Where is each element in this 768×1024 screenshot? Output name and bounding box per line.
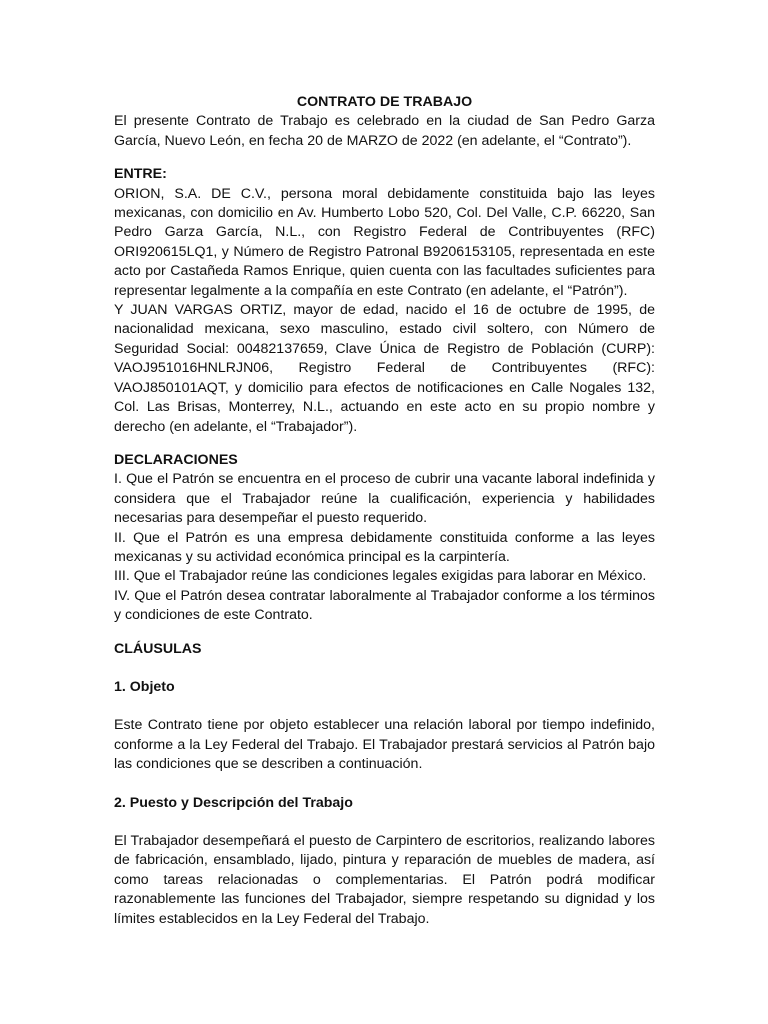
employer-paragraph: ORION, S.A. DE C.V., persona moral debidamente constituida bajo las leyes mexicanas, con domicilio en Av. Humberto Lobo 520, Col. Del Valle, C.P. 66220, San Pedro Garza García, N.L., con Registro Federal de Contribuyentes (RFC) ORI920615LQ1, y Número de Registro Patronal B9206153105, representada en este acto por Castañeda Ramos Enrique, quien cuenta con las facultades suficientes para representar legalmente a la compañía en este Contrato (en adelante, el “Patrón”). <box>114 185 655 299</box>
document-title: CONTRATO DE TRABAJO <box>296 94 473 110</box>
declaracion-item: III. Que el Trabajador reúne las condiciones legales exigidas para laborar en México. <box>114 568 647 585</box>
clause-title: 2. Puesto y Descripción del Trabajo <box>114 794 353 811</box>
clause-text: El Trabajador desempeñará el puesto de Carpintero de escritorios, realizando labores de fabricación, ensamblado, lijado, pintura y reparación de muebles de madera, así como tareas relacionadas o complementarias. El Patrón podrá modificar razonablemente las funciones del Trabajador, siempre respetando su dignidad y los límites establecidos en la Ley Federal del Trabajo. <box>114 833 655 927</box>
intro-paragraph: El presente Contrato de Trabajo es celebrado en la ciudad de San Pedro Garza García, Nuevo León, en fecha 20 de MARZO de 2022 (en adelante, el “Contrato”). <box>114 113 655 149</box>
declaracion-item: I. Que el Patrón se encuentra en el proceso de cubrir una vacante laboral indefinida y considera que el Trabajador reúne la cualificación, experiencia y habilidades necesarias para desempeñar el puesto requerido. <box>114 471 655 527</box>
clausulas-heading: CLÁUSULAS <box>114 640 202 657</box>
entre-heading: ENTRE: <box>114 166 167 183</box>
declaraciones-heading: DECLARACIONES <box>114 451 238 468</box>
worker-paragraph: Y JUAN VARGAS ORTIZ, mayor de edad, nacido el 16 de octubre de 1995, de nacionalidad mexicana, sexo masculino, estado civil soltero, con Número de Seguridad Social: 00482137659, Clave Única de Registro de Población (CURP): VAOJ951016HNLRJN06, Registro Federal de Contribuyentes (RFC): VAOJ850101AQT, y domicilio para efectos de notificaciones en Calle Nogales 132, Col. Las Brisas, Monterrey, N.L., actuando en este acto en su propio nombre y derecho (en adelante, el “Trabajador”). <box>114 302 655 435</box>
declaracion-item: II. Que el Patrón es una empresa debidamente constituida conforme a las leyes mexicanas y su actividad económica principal es la carpintería. <box>114 529 655 565</box>
declaracion-item: IV. Que el Patrón desea contratar laboralmente al Trabajador conforme a los términos y condiciones de este Contrato. <box>114 587 655 624</box>
clause-title: 1. Objeto <box>114 678 175 695</box>
clause-text: Este Contrato tiene por objeto establecer una relación laboral por tiempo indefinido, conforme a la Ley Federal del Trabajo. El Trabajador prestará servicios al Patrón bajo las condiciones que se describen a continuación. <box>114 717 655 773</box>
contract-page <box>114 93 655 929</box>
